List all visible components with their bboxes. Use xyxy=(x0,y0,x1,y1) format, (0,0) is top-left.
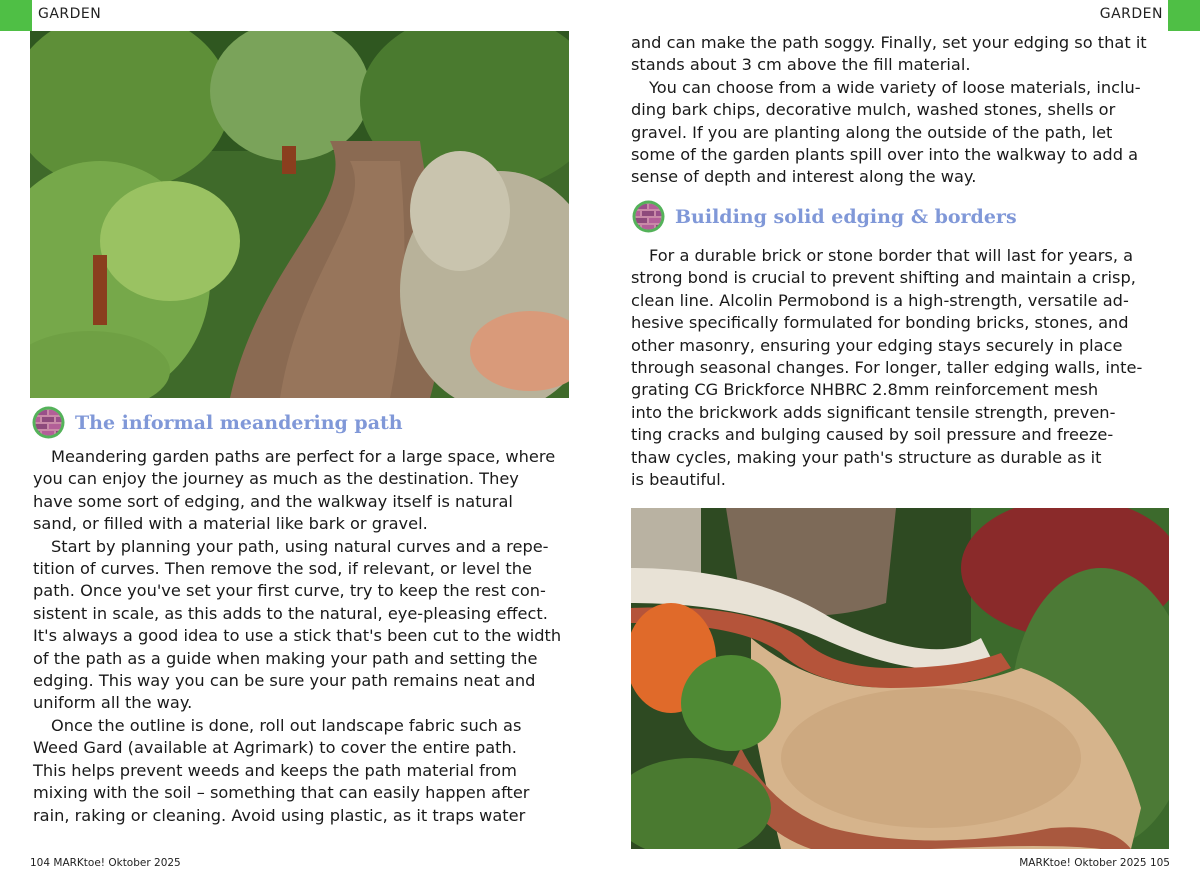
page-footer-left: 104 MARKtoe! Oktober 2025 xyxy=(30,857,181,869)
garden-path-photo xyxy=(30,31,569,398)
section-heading-edging-borders xyxy=(632,200,1017,233)
right-body-text-mid: For a durable brick or stone border that will last for years, a strong bond is crucial to prevent shifting and maintain a crisp, clean line. Alcolin Permobond is a high-strength, versatile ad- hesive specifically formulated for bonding bricks, stones, and other masonry, ensuring your edging stays securely in place through seasonal changes. For longer, taller edging walls, inte- grating CG Brickforce NHBRC 2.8mm reinforcement mesh into the brickwork adds significant tensile strength, preven- ting cracks and bulging caused by soil pressure and freeze- thaw cycles, making your path's structure as durable as it is beautiful. xyxy=(631,245,1171,491)
section-label-right: GARDEN xyxy=(1099,6,1163,22)
section-tab-right xyxy=(1168,0,1200,31)
section-tab-left xyxy=(0,0,32,31)
left-body-text: Meandering garden paths are perfect for a large space, where you can enjoy the journey as much as the destination. They have some sort of edging, and the walkway itself is natural sand, or filled with a material like bark or gravel. Start by planning your path, using natural curves and a repe- tition of curves. Then remove the sod, if relevant, or level the path. Once you've set your first curve, try to keep the rest con- sistent in scale, as this adds to the natural, eye-pleasing effect. It's always a good idea to use a stick that's been cut to the width of the path as a guide when making your path and setting the edging. This way you can be sure your path remains neat and uniform all the way. Once the outline is done, roll out landscape fabric such as Weed Gard (available at Agrimark) to cover the entire path. This helps prevent weeds and keeps the path material from mixing with the soil – something that can easily happen after rain, raking or cleaning. Avoid using plastic, as it traps water xyxy=(33,446,581,827)
page-footer-right: MARKtoe! Oktober 2025 105 xyxy=(1019,857,1170,869)
section-heading-meandering-path xyxy=(32,406,403,439)
brick-wall-icon xyxy=(32,406,65,439)
right-body-text-top: and can make the path soggy. Finally, set your edging so that it stands about 3 cm above the fill material. You can choose from a wide variety of loose materials, inclu- ding bark chips, decorative mulch, washed stones, shells or gravel. If you are planting along the outside of the path, let some of the garden plants spill over into the walkway to add a sense of depth and interest along the way. xyxy=(631,32,1171,189)
brick-border-pebbles-photo xyxy=(631,508,1169,849)
section-label-left: GARDEN xyxy=(38,6,102,22)
heading-text: The informal meandering path xyxy=(75,411,403,434)
paragraph: You can choose from a wide variety of loose materials, inclu- xyxy=(649,77,1141,97)
paragraph: Meandering garden paths are perfect for a large space, where xyxy=(51,447,556,466)
paragraph: Start by planning your path, using natural curves and a repe- xyxy=(51,536,549,556)
paragraph: For a durable brick or stone border that will last for years, a xyxy=(649,246,1134,265)
heading-text: Building solid edging & borders xyxy=(675,205,1017,228)
brick-wall-icon xyxy=(632,200,665,233)
paragraph: Once the outline is done, roll out landscape fabric such as xyxy=(51,715,522,735)
